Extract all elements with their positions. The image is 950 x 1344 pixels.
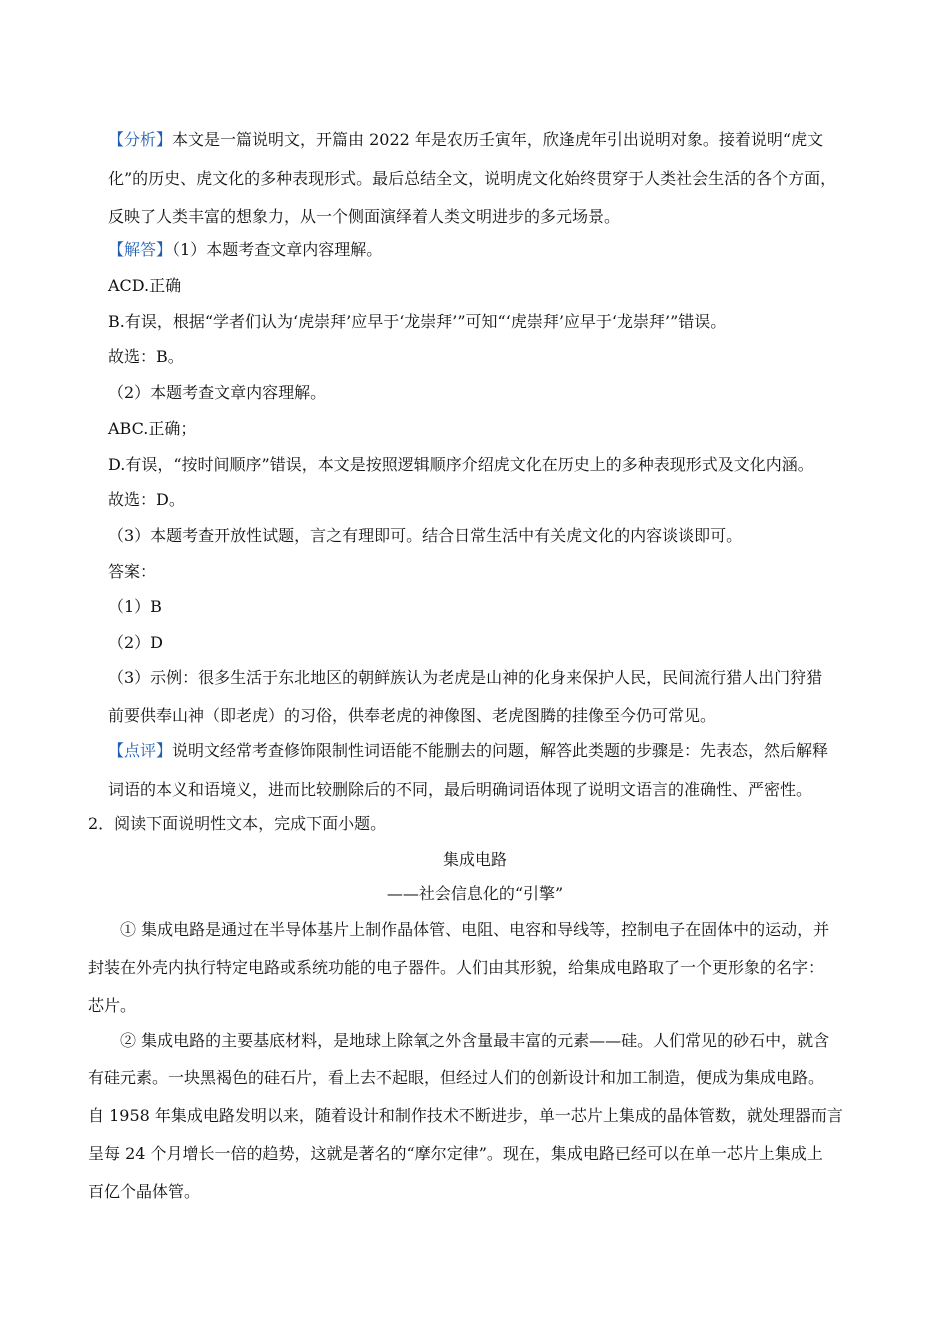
analysis-text-1: 本文是一篇说明文，开篇由 2022 年是农历壬寅年，欣逢虎年引出说明对象。接着说明“虎文 [172,130,824,149]
answer-line: B.有误，根据“学者们认为‘虎崇拜’应早于‘龙崇拜’”可知“‘虎崇拜’应早于‘龙崇拜’”错误。 [108,312,727,331]
paragraph-2-line: 有硅元素。一块黑褐色的硅石片，看上去不起眼，但经过人们的创新设计和加工制造，便成为集成电路。 [88,1068,825,1087]
answer-line: （2）D [108,633,164,652]
passage-title: 集成电路 [442,850,507,869]
answer-line: 故选：D。 [108,490,185,509]
paragraph-2-line: 呈每 24 个月增长一倍的趋势，这就是著名的“摩尔定律”。现在，集成电路已经可以在单一芯片上集成上 [88,1144,823,1163]
answer-line: （2）本题考查文章内容理解。 [108,383,327,402]
analysis-line-3: 反映了人类丰富的想象力，从一个侧面演绎着人类文明进步的多元场景。 [108,207,621,226]
question-heading: 2．阅读下面说明性文本，完成下面小题。 [88,814,387,833]
paragraph-1-line: ① 集成电路是通过在半导体基片上制作晶体管、电阻、电容和导线等，控制电子在固体中的运动，并 [120,920,830,939]
answer-tag: 【解答】 [108,240,173,259]
answer-line: （1）B [108,597,162,616]
analysis-line-2: 化”的历史、虎文化的多种表现形式。最后总结全文，说明虎文化始终贯穿于人类社会生活的各个方面， [108,169,837,188]
comment-first: 说明文经常考查修饰限制性词语能不能删去的问题，解答此类题的步骤是：先表态，然后解释 [172,741,829,760]
answer-first: （1）本题考查文章内容理解。 [172,240,383,259]
analysis-tag: 【分析】 [108,130,173,149]
paragraph-1-line: 封装在外壳内执行特定电路或系统功能的电子器件。人们由其形貌，给集成电路取了一个更形象的名字： [88,958,825,977]
comment-tag: 【点评】 [108,741,173,760]
paragraph-2-line: 自 1958 年集成电路发明以来，随着设计和制作技术不断进步，单一芯片上集成的晶体管数，就处理器而言 [88,1106,843,1125]
answer-line: （3）本题考查开放性试题，言之有理即可。结合日常生活中有关虎文化的内容谈谈即可。 [108,526,743,545]
answer-line: ABC.正确； [108,419,197,438]
comment-line-2: 词语的本义和语境义，进而比较删除后的不同，最后明确词语体现了说明文语言的准确性、严密性。 [108,780,813,799]
answer-line: ACD.正确 [108,276,182,295]
answer-line-1 [108,240,382,260]
answer-line: 答案： [108,562,157,581]
answer-line: D.有误，“按时间顺序”错误，本文是按照逻辑顺序介绍虎文化在历史上的多种表现形式及文化内涵。 [108,455,814,474]
answer-line: （3）示例：很多生活于东北地区的朝鲜族认为老虎是山神的化身来保护人民，民间流行猎人出门狩猎 [108,668,823,687]
comment-line-1 [108,741,828,761]
answer-line: 前要供奉山神（即老虎）的习俗，供奉老虎的神像图、老虎图腾的挂像至今仍可常见。 [108,706,717,725]
paragraph-2-line: 百亿个晶体管。 [88,1182,201,1201]
answer-line: 故选：B。 [108,347,184,366]
paragraph-2-line: ② 集成电路的主要基底材料，是地球上除氧之外含量最丰富的元素——硅。人们常见的砂石中，就含 [120,1031,830,1050]
paragraph-1-line: 芯片。 [88,996,137,1015]
passage-subtitle: ——社会信息化的“引擎” [386,884,564,903]
analysis-line-1 [108,130,823,150]
